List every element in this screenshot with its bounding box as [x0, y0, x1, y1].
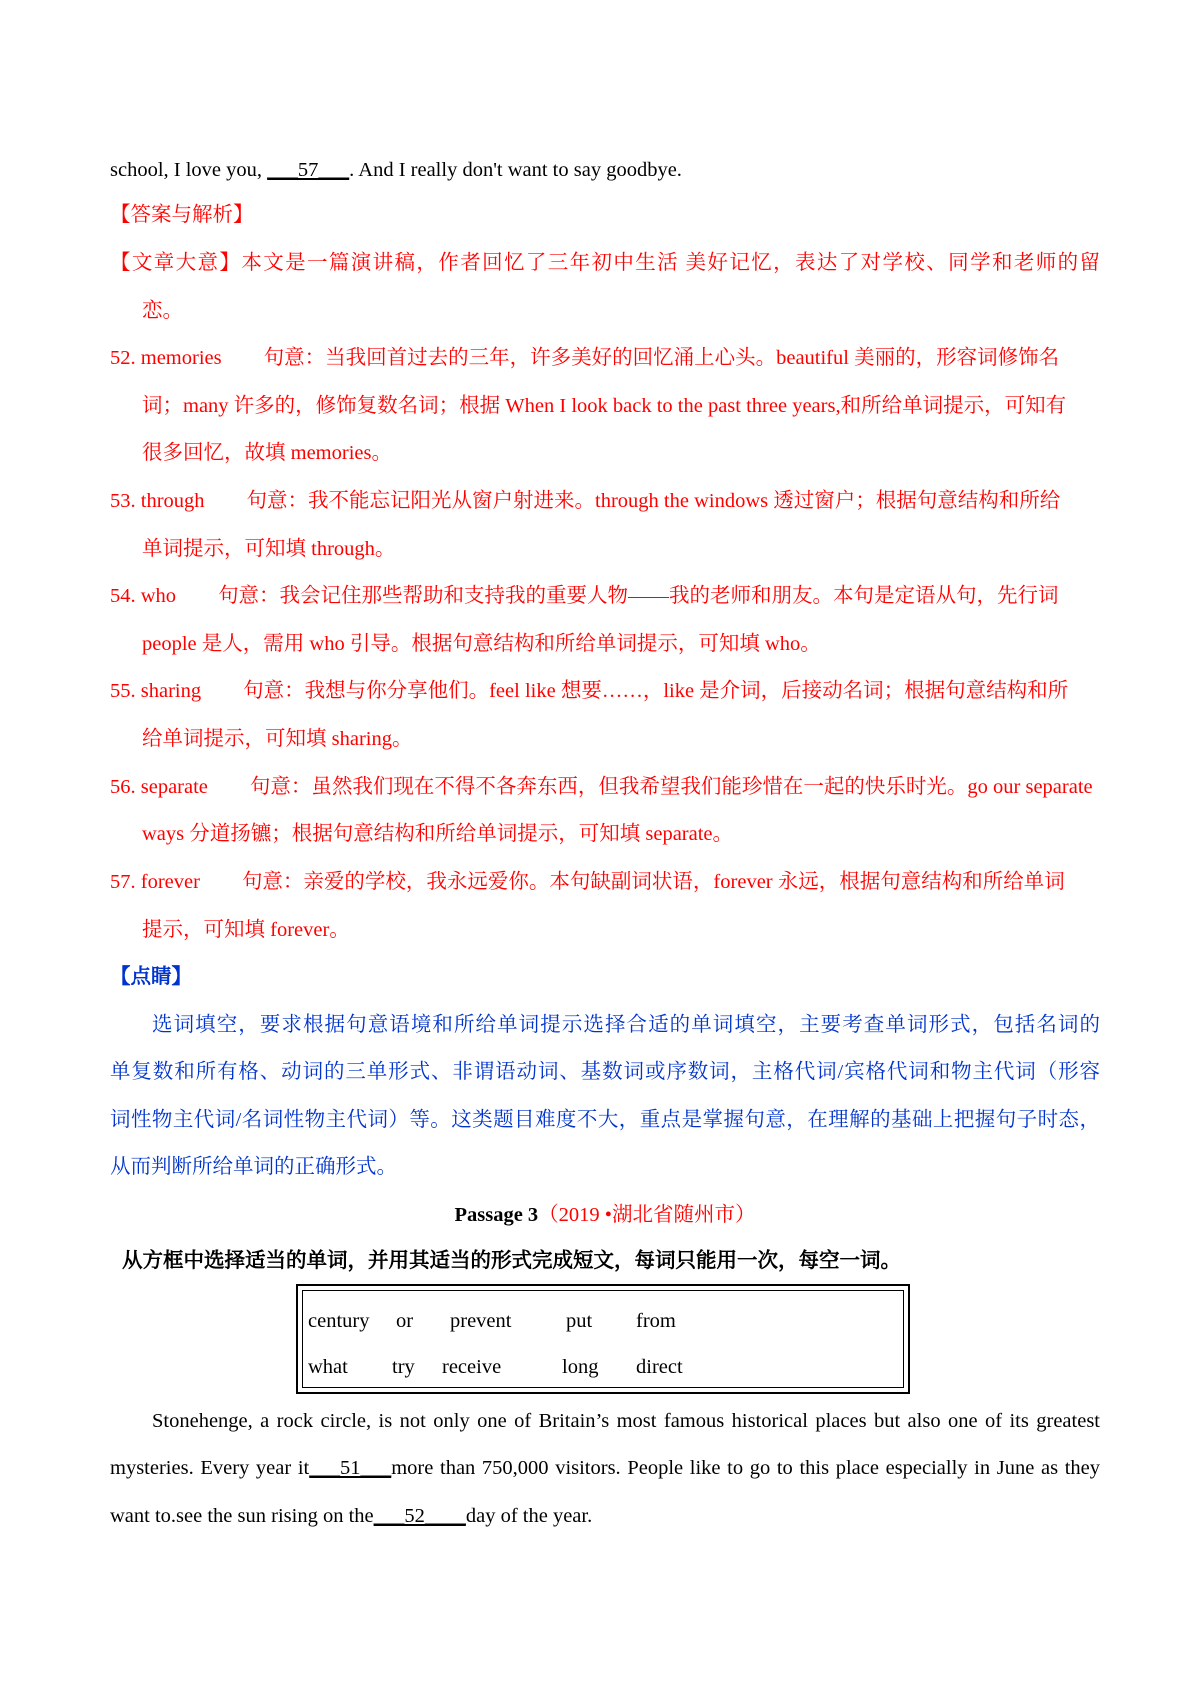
- answer-header: 【答案与解析】: [110, 204, 254, 226]
- passage-line-1: Stonehenge, a rock circle, is not only one of Britain’s most famous historical places but also one of its greatest: [152, 1410, 1100, 1432]
- blank-52: ___52____: [373, 1505, 466, 1527]
- passage-line-3: [110, 1501, 1100, 1531]
- answer-53-explain: 句意：我不能忘记阳光从窗户射进来。through the windows 透过窗户；根据句意结构和所给: [246, 490, 1061, 512]
- answer-55-word: 55. sharing: [110, 680, 202, 702]
- word-century: century: [308, 1310, 370, 1332]
- word-long: long: [562, 1356, 599, 1378]
- text: want to.see the sun rising on the: [110, 1505, 374, 1527]
- word-prevent: prevent: [450, 1310, 512, 1332]
- text: . And I really don't want to say goodbye.: [349, 159, 682, 181]
- answer-54-line-1: [110, 581, 1100, 611]
- answer-57-explain: 句意：亲爱的学校，我永远爱你。本句缺副词状语，forever 永远，根据句意结构和所给单词: [241, 871, 1065, 893]
- answer-56-explain: 句意：虽然我们现在不得不各奔东西，但我希望我们能珍惜在一起的快乐时光。go our separate: [249, 776, 1093, 798]
- word-box: [296, 1284, 910, 1394]
- answer-54-explain: 句意：我会记住那些帮助和支持我的重要人物——我的老师和朋友。本句是定语从句，先行词: [218, 585, 1059, 607]
- text: day of the year.: [465, 1505, 593, 1527]
- passage-title: Passage 3: [454, 1204, 539, 1226]
- word-try: try: [392, 1356, 415, 1378]
- word-what: what: [308, 1356, 348, 1378]
- passage-source: （2019 •湖北省随州市）: [538, 1204, 756, 1226]
- answer-52-line-3: 很多回忆，故填 memories。: [142, 442, 392, 464]
- answer-56-line-1: [110, 772, 1100, 802]
- text: more than 750,000 visitors. People like to go to this place especially in June as they: [391, 1457, 1100, 1479]
- answer-56-word: 56. separate: [110, 776, 208, 798]
- answer-55-explain: 句意：我想与你分享他们。feel like 想要……，like 是介词，后接动名词；根据句意结构和所: [243, 680, 1069, 702]
- answer-52-word: 52. memories: [110, 347, 222, 369]
- answer-55-line-2: 给单词提示，可知填 sharing。: [142, 728, 413, 750]
- tip-header: 【点睛】: [110, 966, 192, 988]
- answer-53-line-2: 单词提示，可知填 through。: [142, 538, 396, 560]
- text: school, I love you,: [110, 159, 268, 181]
- tip-line-4: 从而判断所给单词的正确形式。: [110, 1156, 397, 1178]
- blank-51: ___51___: [309, 1457, 392, 1479]
- tip-line-3: 词性物主代词/名词性物主代词）等。这类题目难度不大，重点是掌握句意，在理解的基础上把握句子时态，: [110, 1109, 1100, 1131]
- word-receive: receive: [442, 1356, 502, 1378]
- text: mysteries. Every year it: [110, 1457, 310, 1479]
- answer-57-line-1: [110, 867, 1100, 897]
- summary-line-1: 【文章大意】本文是一篇演讲稿，作者回忆了三年初中生活 美好记忆，表达了对学校、同学和老师的留: [110, 252, 1100, 274]
- answer-54-line-2: people 是人，需用 who 引导。根据句意结构和所给单词提示，可知填 who。: [142, 633, 821, 655]
- word-or: or: [396, 1310, 414, 1332]
- word-direct: direct: [636, 1356, 683, 1378]
- answer-53-word: 53. through: [110, 490, 205, 512]
- answer-53-line-1: [110, 486, 1100, 516]
- answer-57-line-2: 提示，可知填 forever。: [142, 919, 350, 941]
- summary-line-2: 恋。: [142, 300, 183, 322]
- word-put: put: [566, 1310, 593, 1332]
- exercise-instruction: 从方框中选择适当的单词，并用其适当的形式完成短文，每词只能用一次，每空一词。: [122, 1250, 901, 1272]
- answer-54-word: 54. who: [110, 585, 177, 607]
- answer-56-line-2: ways 分道扬镳；根据句意结构和所给单词提示，可知填 separate。: [142, 823, 734, 845]
- passage-closing-line: [110, 155, 1100, 185]
- passage-heading: [110, 1200, 1100, 1230]
- passage-line-2: [110, 1453, 1100, 1483]
- word-from: from: [636, 1310, 676, 1332]
- tip-line-1: 选词填空，要求根据句意语境和所给单词提示选择合适的单词填空，主要考查单词形式，包括名词的: [152, 1014, 1100, 1036]
- answer-57-word: 57. forever: [110, 871, 200, 893]
- blank-57: ___57___: [267, 159, 350, 181]
- answer-52-line-1: [110, 343, 1100, 373]
- tip-line-2: 单复数和所有格、动词的三单形式、非谓语动词、基数词或序数词，主格代词/宾格代词和物主代词（形容: [110, 1061, 1100, 1083]
- answer-52-explain: 句意：当我回首过去的三年，许多美好的回忆涌上心头。beautiful 美丽的，形容词修饰名: [263, 347, 1060, 369]
- answer-52-line-2: 词；many 许多的，修饰复数名词；根据 When I look back to the past three years,和所给单词提示，可知有: [142, 395, 1067, 417]
- answer-55-line-1: [110, 676, 1100, 706]
